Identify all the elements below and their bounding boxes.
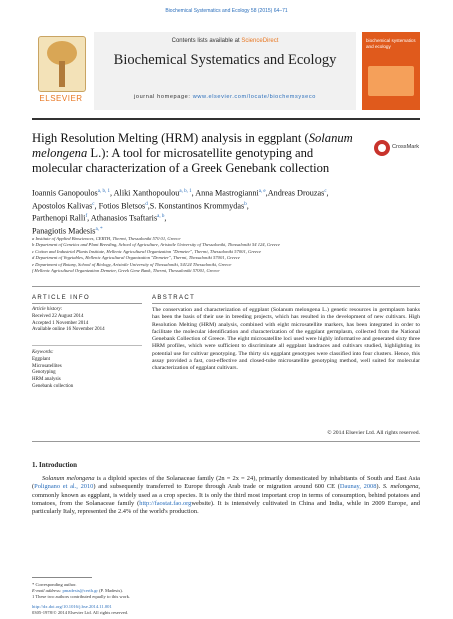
affiliation-marker[interactable]: a, e (258, 189, 266, 194)
email-link[interactable]: pmadesis@certh.gr (62, 588, 98, 593)
author-name[interactable]: S. Konstantinos Krommydas (149, 201, 245, 211)
abstract-heading: ABSTRACT (152, 295, 196, 301)
author-name[interactable]: Panagiotis Madesis (32, 226, 96, 236)
journal-homepage-link[interactable]: www.elsevier.com/locate/biochemsyseco (192, 94, 316, 100)
footnote-rule (32, 577, 92, 578)
section-heading-introduction: 1. Introduction (32, 461, 77, 469)
divider (32, 441, 420, 442)
sciencedirect-link[interactable]: ScienceDirect (241, 38, 279, 44)
cover-title: biochemical systematics and ecology (366, 38, 416, 49)
keyword-item: Genebank collection (32, 383, 74, 389)
journal-citation[interactable]: Biochemical Systematics and Ecology 58 (2015) 64–71 (165, 8, 288, 14)
affiliation-line: e Department of Botany, School of Biology, Aristotle University of Thessaloniki, 54124 Thessaloniki, Greece (32, 261, 232, 267)
keyword-item: HRM analysis (32, 377, 61, 383)
affiliation-marker[interactable]: a, b, 1 (179, 189, 192, 194)
crossmark-icon (374, 140, 390, 156)
crossmark-badge[interactable]: CrossMark (374, 140, 420, 160)
introduction-paragraph: Solanum melongena is a diploid species of the Solanaceae family (2n = 2x = 24), primarily domesticated by inhabitants of South and East Asia (Polignano et al., 2010) and subsequently transferred to Europe through Arab trade or migration around 600 CE (Daunay, 2008). S. melongena, commonly known as eggplant, is widely used as a crop species. It is only the third most important crop in terms of consumption, behind potatoes and tomatoes, from the Solanaceae family (http://faostat.fao.orgwebsite). It is intensively cultivated in China and India, while in 2009 Europe, and particularly Italy, represented the 2.4% of the world's production. (32, 475, 421, 516)
doi-block: http://dx.doi.org/10.1016/j.bse.2014.11.001 0305-1978/© 2014 Elsevier Ltd. All rights reserved. (32, 604, 420, 616)
keyword-item: Genotyping (32, 370, 56, 376)
author-name[interactable]: Andreas Drouzas (267, 188, 325, 198)
journal-title[interactable]: Biochemical Systematics and Ecology (113, 52, 337, 68)
header-rule (32, 118, 420, 120)
publisher-name: ELSEVIER (39, 94, 83, 103)
elsevier-tree-icon (38, 36, 86, 92)
author-name[interactable]: Parthenopi Ralli (32, 214, 86, 224)
divider (32, 303, 142, 304)
affiliation-line: b Department of Genetics and Plant Breeding, School of Agriculture, Aristotle University of Thessaloniki, Thessaloniki 54 124, Greece (32, 242, 280, 248)
affiliation-marker[interactable]: c (92, 201, 95, 207)
divider (152, 303, 420, 304)
keyword-item: Eggplant (32, 356, 51, 362)
author-name[interactable]: Fotios Bletsos (98, 201, 146, 211)
doi-link[interactable]: http://dx.doi.org/10.1016/j.bse.2014.11.001 (32, 604, 112, 609)
affiliation-marker[interactable]: c (324, 189, 327, 194)
citation-link[interactable]: Daunay, 2008 (339, 483, 377, 491)
journal-banner (94, 32, 356, 110)
journal-cover-thumbnail[interactable] (362, 32, 420, 110)
faostat-link[interactable]: http://faostat.fao.org (139, 499, 192, 507)
affiliation-line: c Cotton and Industrial Plants Institute, Hellenic Agricultural Organization "Demeter", Thermi, Thessaloniki 57001, Greece (32, 248, 262, 254)
elsevier-logo[interactable] (32, 32, 90, 110)
author-name[interactable]: Aliki Xanthopoulou (113, 188, 180, 198)
affiliations (32, 236, 422, 274)
contents-line: Contents lists available at ScienceDirect (171, 38, 279, 44)
journal-homepage: journal homepage: www.elsevier.com/locate/biochemsyseco (134, 94, 316, 100)
divider (32, 286, 420, 287)
affiliation-marker[interactable]: f (85, 214, 88, 220)
copyright: © 2014 Elsevier Ltd. All rights reserved. (327, 430, 420, 436)
affiliation-line: d Department of Vegetables, Hellenic Agricultural Organization "Demeter", Thermi, Thessaloniki 57001, Greece (32, 255, 240, 261)
affiliation-line: f Hellenic Agricultural Organization Demeter, Greek Gene Bank, Thermi, Thessaloniki 57001, Greece (32, 268, 220, 274)
abstract-text: The conservation and characterization of eggplant (Solanum melongena L.) genetic resources in germplasm banks has been the basis of their use in breeding projects, which has resulted in the development of new cultivars. High Resolution Melting (HRM) analysis, combined with eight microsatellite markers, has been integrated in order to facilitate the molecular identification and characterization of the eggplant germplasm, collected from the National Genebank Collection of Greece. The eight microsatellite loci used were highly informative and generated sixty three HRM profiles, which were sufficient to discriminate all eggplant landraces and cultivars studied, highlighting its potential use for cultivar genotyping. The thirty six eggplant genotypes were classified into four clusters. Hence, this assay provided a fast, cost-effective and closed-tube microsatellite genotyping method, well suited for molecular characterization of eggplant cultivars. (152, 307, 420, 372)
article-title: High Resolution Melting (HRM) analysis in eggplant (Solanum melongena L.): A tool for microsatellite genotyping and molecular characterization of a Greek Genebank collection (32, 131, 353, 175)
divider (32, 345, 142, 346)
article-info-heading: ARTICLE INFO (32, 295, 91, 301)
keywords: Keywords: Eggplant Microsatellites Genotyping HRM analysis Genebank collection (32, 350, 142, 391)
author-name[interactable]: Ioannis Ganopoulos (32, 188, 98, 198)
affiliation-marker[interactable]: a, b (157, 214, 165, 220)
affiliation-line: a Institute of Applied Biosciences, CERTH, Thermi, Thessaloniki 570 01, Greece (32, 236, 181, 241)
keyword-item: Microsatellites (32, 363, 62, 369)
citation-link[interactable]: Polignano et al., 2010 (34, 483, 94, 491)
affiliation-marker[interactable]: a, b, 1 (97, 189, 110, 194)
author-name[interactable]: Anna Mastrogianni (195, 188, 259, 198)
author-list: Ioannis Ganopoulos$^{a, b, 1}$, Aliki Xanthopoulou$^{a, b, 1}$, Anna Mastrogianni$^{a, e}$,Andreas Drouzas$^c$, Apostolos Kalivas$^c$, Fotios Bletsos$^d$,S. Konstantinos Krommydas$^b$, Parthenopi Ralli$^f$, Athanasios Tsaftaris$^{a, b}$, Panagiotis Madesis$^{a, *}$ (32, 188, 329, 236)
affiliation-marker[interactable]: b (244, 201, 247, 207)
affiliation-marker[interactable]: a, * (95, 227, 103, 233)
article-history: Article history: Received 22 August 2014 Accepted 1 November 2014 Available online 16 November 2014 (32, 307, 105, 333)
author-name[interactable]: Athanasios Tsaftaris (90, 214, 158, 224)
cover-image (368, 66, 414, 96)
journal-masthead (32, 32, 420, 110)
footnotes: * Corresponding author. E-mail address: pmadesis@certh.gr (P. Madesis). 1 These two authors contributed equally to this work. (32, 582, 131, 599)
author-name[interactable]: Apostolos Kalivas (32, 201, 93, 211)
affiliation-marker[interactable]: d (145, 201, 148, 207)
